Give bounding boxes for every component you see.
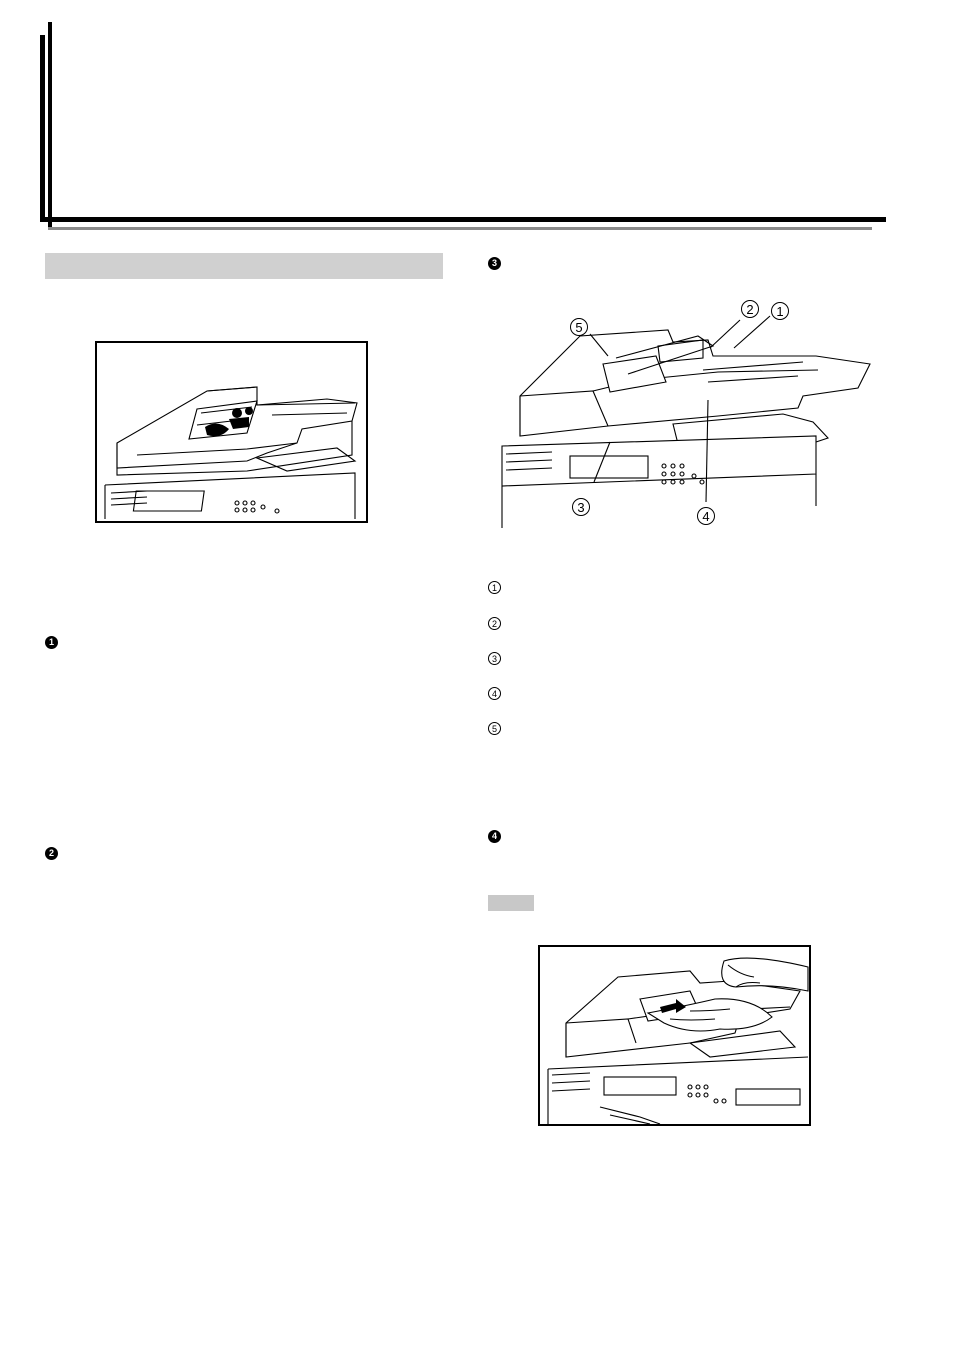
parts-list-item-4: 4 xyxy=(488,687,501,700)
callout-4: 4 xyxy=(697,507,715,525)
header-rule-vertical xyxy=(40,35,45,221)
parts-list-item-1: 1 xyxy=(488,581,501,594)
step-number-3: 3 xyxy=(488,257,501,270)
header-rule-vertical-inner xyxy=(48,22,52,228)
parts-list-item-3: 3 xyxy=(488,652,501,665)
parts-list-item-2: 2 xyxy=(488,617,501,630)
parts-list-item-5: 5 xyxy=(488,722,501,735)
header-rule-shadow xyxy=(48,227,872,230)
step-number-1: 1 xyxy=(45,636,58,649)
step-number-2: 2 xyxy=(45,847,58,860)
document-processor-illustration xyxy=(97,343,366,521)
step-marker-2 xyxy=(45,847,58,860)
callout-1: 1 xyxy=(771,302,789,320)
callout-5: 5 xyxy=(570,318,588,336)
header-rule-horizontal xyxy=(40,217,886,222)
note-label-band xyxy=(488,895,534,911)
figure-adjust-guides xyxy=(538,945,811,1126)
section-heading-band xyxy=(45,253,443,279)
figure-document-processor xyxy=(95,341,368,523)
callout-2: 2 xyxy=(741,300,759,318)
step-number-4: 4 xyxy=(488,830,501,843)
callout-3: 3 xyxy=(572,498,590,516)
step-marker-4 xyxy=(488,830,501,843)
step-marker-3 xyxy=(488,257,501,270)
adjust-guides-illustration xyxy=(540,947,809,1124)
figure-parts-diagram xyxy=(498,296,878,528)
parts-diagram-illustration xyxy=(498,296,878,528)
step-marker-1 xyxy=(45,636,58,649)
